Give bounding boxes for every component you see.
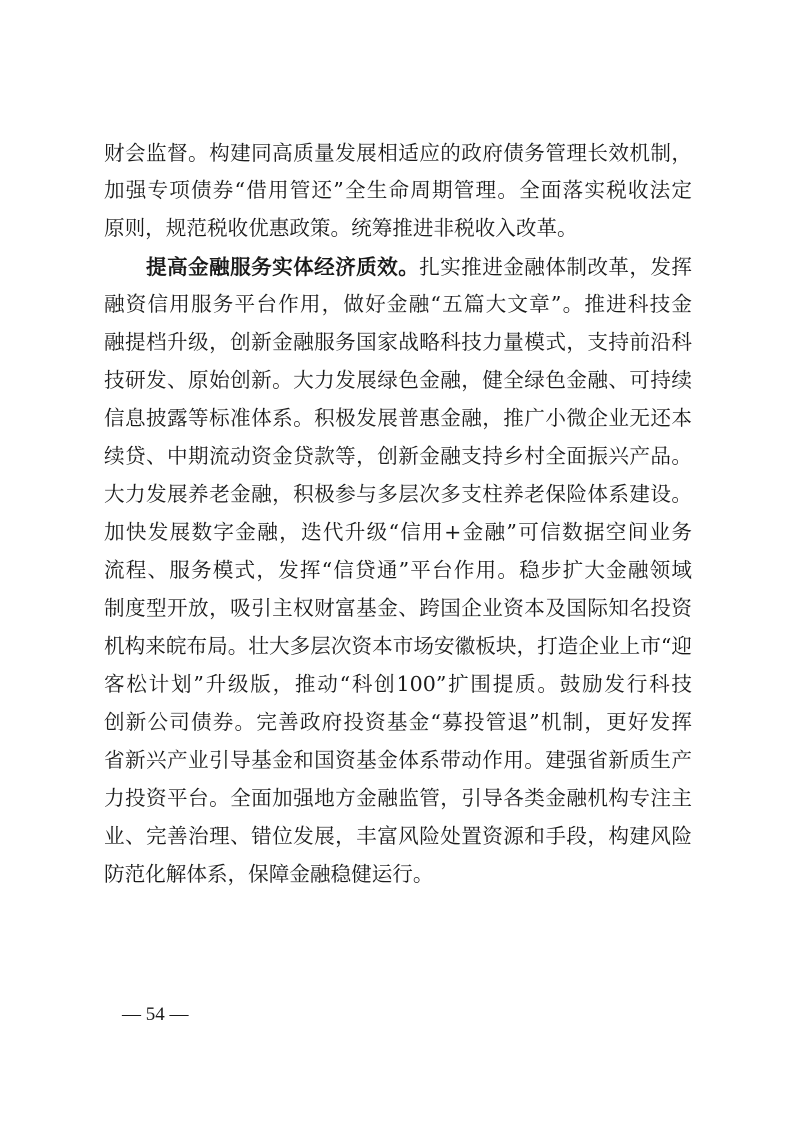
paragraph-2-line: 创新公司债券。完善政府投资基金“募投管退”机制，更好发挥 [104, 710, 692, 734]
paragraph-2-line: 业、完善治理、错位发展，丰富风险处置资源和手段，构建风险 [104, 824, 692, 848]
paragraph-2-line: 省新兴产业引导基金和国资基金体系带动作用。建强省新质生产 [104, 748, 692, 772]
paragraph-1-line-3: 原则，规范税收优惠政策。统筹推进非税收入改革。 [104, 216, 578, 240]
paragraph-2-line: 流程、服务模式，发挥“信贷通”平台作用。稳步扩大金融领域 [104, 558, 692, 582]
paragraph-2-line: 加快发展数字金融，迭代升级“信用+金融”可信数据空间业务 [104, 520, 692, 544]
paragraph-2-line: 融提档升级，创新金融服务国家战略科技力量模式，支持前沿科 [104, 330, 692, 354]
paragraph-2-line: 客松计划”升级版，推动“科创100”扩围提质。鼓励发行科技 [104, 672, 692, 696]
paragraph-2-line: 融资信用服务平台作用，做好金融“五篇大文章”。推进科技金 [104, 292, 692, 316]
paragraph-2-line-1 [146, 255, 692, 279]
page-number: — 54 — [122, 1004, 189, 1025]
paragraph-2-line: 大力发展养老金融，积极参与多层次多支柱养老保险体系建设。 [104, 482, 692, 506]
paragraph-1-line-1: 财会监督。构建同高质量发展相适应的政府债务管理长效机制， [104, 141, 692, 165]
paragraph-2-line: 防范化解体系，保障金融稳健运行。 [104, 862, 434, 886]
section-heading: 提高金融服务实体经济质效。 [146, 255, 420, 279]
paragraph-2-line: 力投资平台。全面加强地方金融监管，引导各类金融机构专注主 [104, 786, 692, 810]
paragraph-2-line: 机构来皖布局。壮大多层次资本市场安徽板块，打造企业上市“迎 [104, 634, 692, 658]
paragraph-1-line-2: 加强专项债券“借用管还”全生命周期管理。全面落实税收法定 [104, 178, 692, 202]
paragraph-2-line: 信息披露等标准体系。积极发展普惠金融，推广小微企业无还本 [104, 406, 692, 430]
paragraph-2-line: 技研发、原始创新。大力发展绿色金融，健全绿色金融、可持续 [104, 368, 692, 392]
paragraph-2-line: 制度型开放，吸引主权财富基金、跨国企业资本及国际知名投资 [104, 596, 692, 620]
paragraph-2-line: 续贷、中期流动资金贷款等，创新金融支持乡村全面振兴产品。 [104, 444, 692, 468]
paragraph-2-line-1-text: 扎实推进金融体制改革，发挥 [419, 255, 693, 279]
